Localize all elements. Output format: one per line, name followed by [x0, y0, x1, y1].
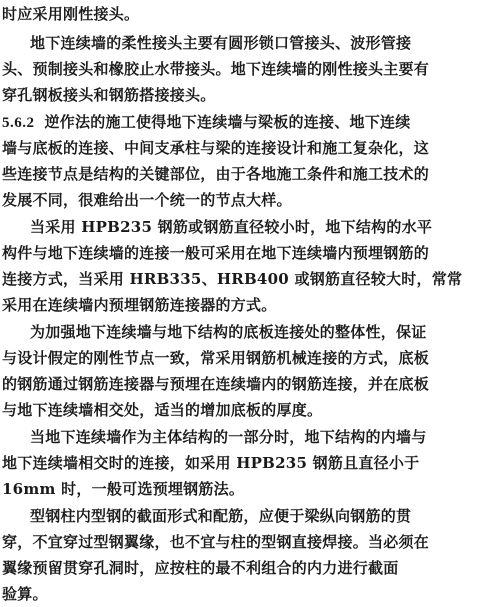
text-line-5: 逆作法的施工使得地下连续墙与梁板的连接、地下连续: [44, 113, 411, 131]
text-line-2: 地下连续墙的柔性接头主要有圆形锁口管接头、波形管接: [30, 34, 412, 52]
text-line-11: 连接方式，当采用 HRB335、HRB400 或钢筋直径较大时，常常: [2, 270, 463, 288]
text-line-15: 的钢筋通过钢筋连接器与预埋在连续墙内的钢筋连接，并在底板: [2, 375, 430, 393]
text-line-18: 地下连续墙相交时的连接，如采用 HPB235 钢筋且直径小于: [2, 454, 420, 472]
text-line-10: 构件与地下连续墙的连接一般可采用在地下连续墙内预埋钢筋的: [2, 244, 430, 262]
text-line-14: 与设计假定的刚性节点一致，常采用钢筋机械连接的方式，底板: [2, 349, 430, 367]
section-number: 5.6.2: [2, 115, 35, 131]
text-line-16: 与地下连续墙相交处，适当的增加底板的厚度。: [2, 401, 323, 419]
text-line-9: 当采用 HPB235 钢筋或钢筋直径较小时，地下结构的水平: [30, 218, 433, 236]
text-line-4: 穿孔钢板接头和钢筋搭接接头。: [2, 86, 216, 104]
text-line-17: 当地下连续墙作为主体结构的一部分时，地下结构的内墙与: [30, 428, 427, 446]
text-line-6: 墙与底板的连接、中间支承柱与梁的连接设计和施工复杂化，这: [2, 139, 430, 157]
text-line-20: 型钢柱内型钢的截面形式和配筋，应便于梁纵向钢筋的贯: [30, 507, 412, 525]
text-line-7: 些连接节点是结构的关键部位，由于各地施工条件和施工技术的: [2, 165, 430, 183]
text-line-3: 头、预制接头和橡胶止水带接头。地下连续墙的刚性接头主要有: [2, 60, 430, 78]
text-line-23: 验算。: [2, 585, 48, 603]
text-line-8: 发展不同，很难给出一个统一的节点大样。: [2, 191, 292, 209]
text-line-12: 采用在连续墙内预埋钢筋连接器的方式。: [2, 296, 277, 314]
text-line-19: 16mm 时，一般可选预埋钢筋法。: [2, 480, 245, 498]
text-line-22: 翼缘预留贯穿孔洞时，应按柱的最不利组合的内力进行截面: [2, 559, 399, 577]
section-line-5-6-2: [2, 110, 499, 134]
text-line-21: 穿，不宜穿过型钢翼缘，也不宜与柱的型钢直接焊接。当必须在: [2, 533, 430, 551]
text-line-1: 时应采用刚性接头。: [2, 5, 140, 23]
text-line-13: 为加强地下连续墙与地下结构的底板连接处的整体性，保证: [30, 323, 427, 341]
